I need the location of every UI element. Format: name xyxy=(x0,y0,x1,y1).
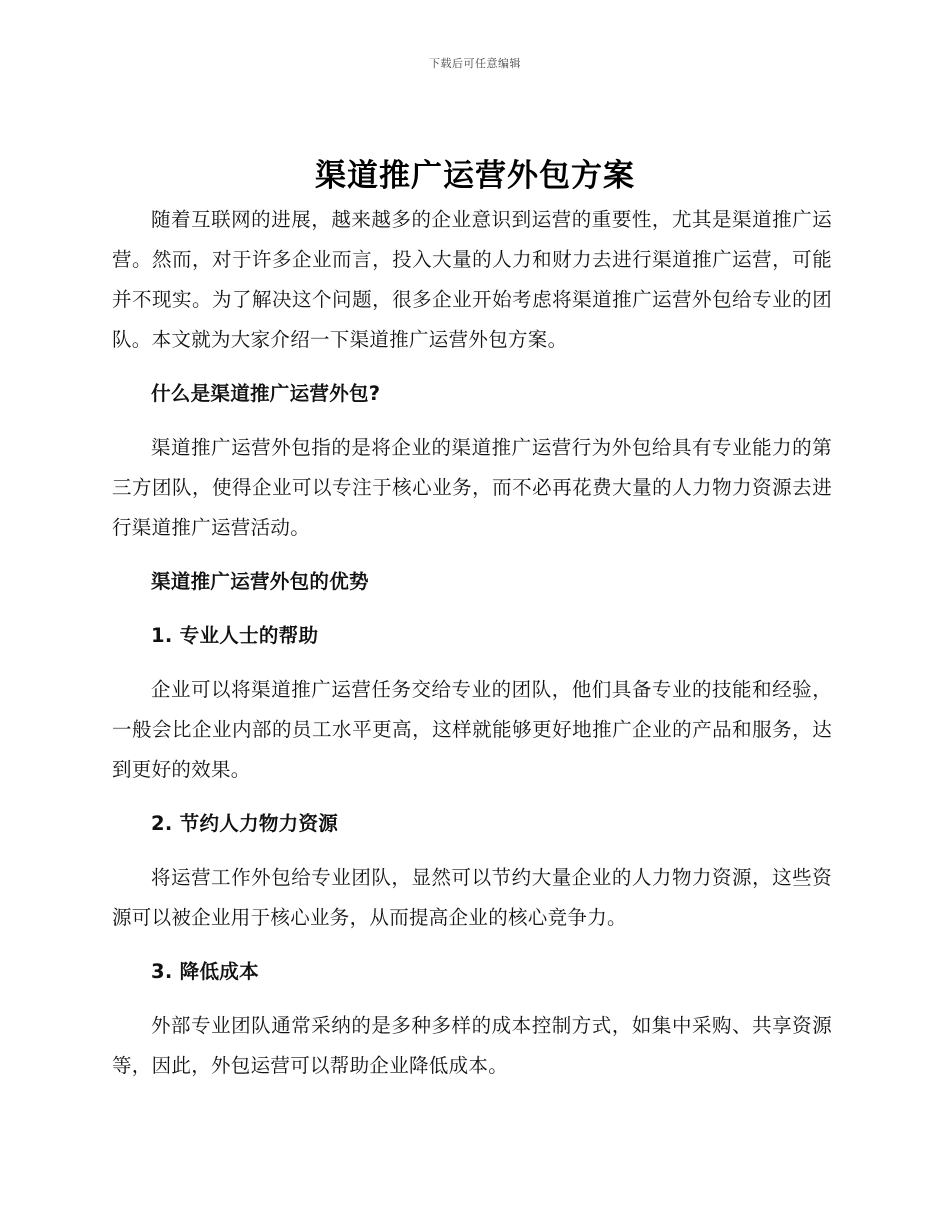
document-body xyxy=(112,200,832,1100)
intro-paragraph: 随着互联网的进展，越来越多的企业意识到运营的重要性，尤其是渠道推广运营。然而，对于许多企业而言，投入大量的人力和财力去进行渠道推广运营，可能并不现实。为了解决这个问题，很多企业开始考虑将渠道推广运营外包给专业的团队。本文就为大家介绍一下渠道推广运营外包方案。 xyxy=(112,208,832,351)
advantage-heading-2: 2. 节约人力物力资源 xyxy=(151,812,339,835)
advantage-heading-1: 1. 专业人士的帮助 xyxy=(151,624,319,647)
advantage-heading-3: 3. 降低成本 xyxy=(151,960,259,983)
section-heading-what-is: 什么是渠道推广运营外包? xyxy=(151,382,381,405)
advantage-paragraph-2: 将运营工作外包给专业团队，显然可以节约大量企业的人力物力资源，这些资源可以被企业用于核心业务，从而提高企业的核心竞争力。 xyxy=(112,866,832,929)
section-paragraph-what-is: 渠道推广运营外包指的是将企业的渠道推广运营行为外包给具有专业能力的第三方团队，使得企业可以专注于核心业务，而不必再花费大量的人力物力资源去进行渠道推广运营活动。 xyxy=(112,436,832,539)
advantage-paragraph-1: 企业可以将渠道推广运营任务交给专业的团队，他们具备专业的技能和经验，一般会比企业内部的员工水平更高，这样就能够更好地推广企业的产品和服务，达到更好的效果。 xyxy=(112,678,832,781)
document-title: 渠道推广运营外包方案 xyxy=(315,158,635,194)
section-heading-advantages: 渠道推广运营外包的优势 xyxy=(151,570,369,593)
advantage-paragraph-3: 外部专业团队通常采纳的是多种多样的成本控制方式，如集中采购、共享资源等，因此，外包运营可以帮助企业降低成本。 xyxy=(112,1014,832,1077)
header-note: 下载后可任意编辑 xyxy=(429,57,521,70)
